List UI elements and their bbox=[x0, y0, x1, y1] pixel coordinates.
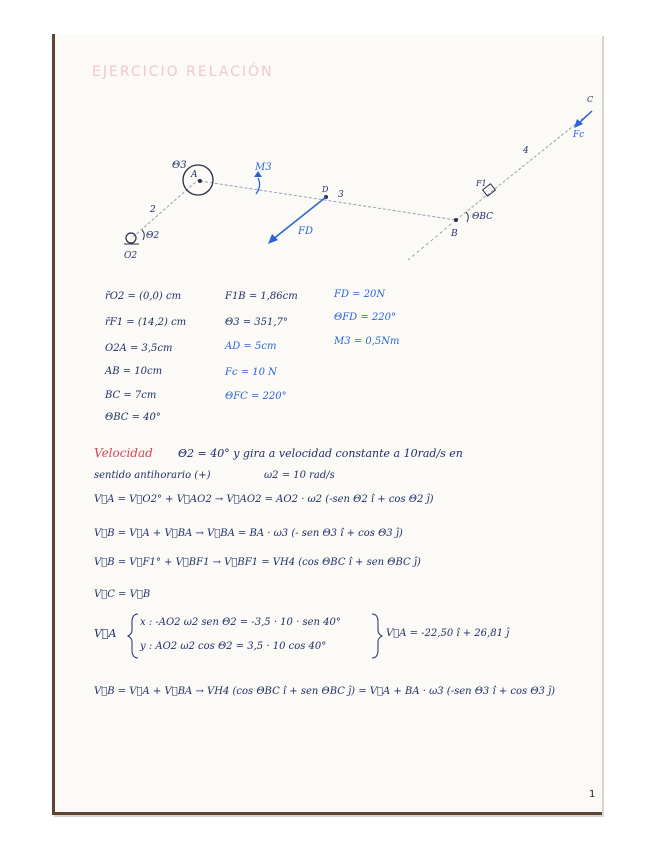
data-O2A: O2A = 3,5cm bbox=[105, 343, 173, 354]
equation-VC: V⃗C = V⃗B bbox=[94, 589, 151, 600]
data-rO2: r̄O2 = (0,0) cm bbox=[105, 291, 182, 302]
label-F1: F1 bbox=[476, 179, 487, 188]
equation-VA: V⃗A = V⃗O2° + V⃗AO2 → V⃗AO2 = AO2 · ω2 (-sen Θ2 î + cos Θ2 ĵ) bbox=[94, 494, 434, 505]
velocity-line1: Θ2 = 40° y gira a velocidad constante a 10rad/s en bbox=[178, 447, 463, 460]
label-3: 3 bbox=[338, 190, 344, 200]
label-4: 4 bbox=[523, 146, 529, 156]
va-label: V⃗A bbox=[94, 627, 117, 640]
label-B: B bbox=[451, 229, 458, 239]
data-FD: FD = 20N bbox=[334, 289, 386, 300]
data-M3: M3 = 0,5Nm bbox=[334, 336, 400, 347]
label-2: 2 bbox=[150, 205, 156, 215]
label-M3: M3 bbox=[255, 162, 272, 173]
label-FD: FD bbox=[298, 226, 313, 237]
velocity-line2b: ω2 = 10 rad/s bbox=[264, 470, 335, 481]
data-thetaFD: ΘFD = 220° bbox=[334, 312, 396, 323]
left-brace bbox=[128, 614, 138, 658]
velocity-heading: Velocidad bbox=[94, 446, 153, 460]
label-O2: O2 bbox=[124, 251, 138, 261]
data-theta3: Θ3 = 351,7° bbox=[225, 317, 288, 328]
va-result: V⃗A = -22,50 î + 26,81 ĵ bbox=[386, 628, 510, 639]
label-theta3: Θ3 bbox=[172, 160, 187, 171]
label-Fc: Fc bbox=[573, 130, 585, 140]
data-AD: AD = 5cm bbox=[225, 341, 277, 352]
page-number: 1 bbox=[589, 789, 596, 800]
equation-VB-BA: V⃗B = V⃗A + V⃗BA → V⃗BA = BA · ω3 (- sen Θ3 î + cos Θ3 ĵ) bbox=[94, 528, 403, 539]
data-Fc: Fc = 10 N bbox=[225, 367, 277, 378]
equation-VB-BF1: V⃗B = V⃗F1° + V⃗BF1 → V⃗BF1 = VH4 (cos ΘBC î + sen ΘBC ĵ) bbox=[94, 557, 421, 568]
data-rF1: r̄F1 = (14,2) cm bbox=[105, 317, 187, 328]
data-thetaFC: ΘFC = 220° bbox=[225, 391, 287, 402]
label-D: D bbox=[322, 185, 329, 194]
va-x-component: x : -AO2 ω2 sen Θ2 = -3,5 · 10 · sen 40° bbox=[140, 617, 341, 628]
label-theta2: Θ2 bbox=[146, 231, 160, 241]
label-A: A bbox=[191, 170, 198, 180]
data-BC: BC = 7cm bbox=[105, 390, 157, 401]
equation-VB-final: V⃗B = V⃗A + V⃗BA → VH4 (cos ΘBC î + sen ΘBC ĵ) = V⃗A + BA · ω3 (-sen Θ3 î + cos Θ3 ĵ) bbox=[94, 686, 556, 697]
label-thetaBC: ΘBC bbox=[472, 212, 494, 222]
right-brace bbox=[372, 614, 382, 658]
va-y-component: y : AO2 ω2 cos Θ2 = 3,5 · 10 cos 40° bbox=[140, 641, 327, 652]
data-AB: AB = 10cm bbox=[105, 366, 163, 377]
velocity-line2a: sentido antihorario (+) bbox=[94, 470, 211, 481]
page-title: EJERCICIO RELACIÓN bbox=[92, 64, 274, 80]
data-F1B: F1B = 1,86cm bbox=[225, 291, 298, 302]
label-C: C bbox=[587, 95, 594, 104]
data-thetaBC: ΘBC = 40° bbox=[105, 412, 161, 423]
